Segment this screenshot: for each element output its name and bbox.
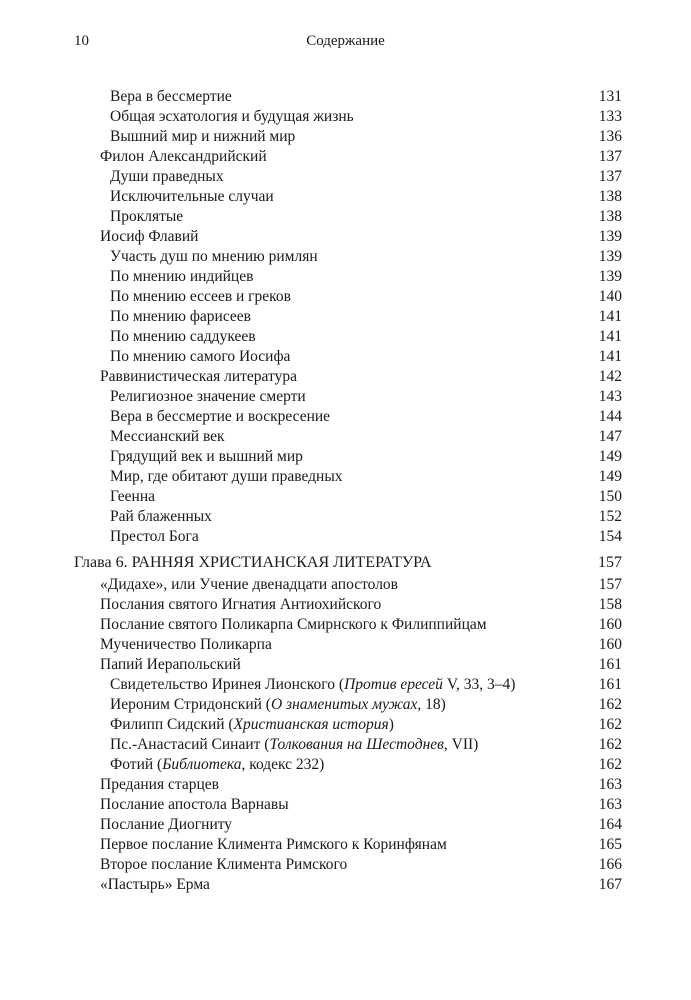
toc-entry-title [100,655,241,675]
toc-entry-row [74,527,622,547]
toc-entry-title-part: Мученичество Поликарпа [100,636,272,653]
toc-entry-row [74,267,622,287]
toc-entry-page: 167 [598,876,622,893]
toc-entry-page: 144 [598,408,622,425]
table-of-contents [74,87,622,895]
toc-entry-page: 165 [598,836,622,853]
toc-entry-row [74,167,622,187]
toc-entry-title-part: Вера в бессмертие [110,88,232,105]
toc-entry-page: 142 [598,368,622,385]
toc-entry-title-part: По мнению самого Иосифа [110,348,291,365]
toc-entry-row [74,755,622,775]
toc-entry-row [74,835,622,855]
toc-entry-row [74,247,622,267]
toc-entry-page: 149 [598,468,622,485]
toc-entry-title [110,755,324,775]
toc-entry-row [74,327,622,347]
toc-entry-title-part: Раввинистическая литература [100,368,297,385]
toc-entry-title-part: Мир, где обитают души праведных [110,468,343,485]
toc-entry-title-part: Послание Диогниту [100,816,233,833]
toc-entry-title-part: Престол Бога [110,528,199,545]
toc-entry-title-part: Фотий ( [110,756,163,773]
toc-entry-title-part: Общая эсхатология и будущая жизнь [110,108,354,125]
toc-entry-page: 163 [598,796,622,813]
toc-entry-row [74,735,622,755]
toc-entry-title [110,487,155,507]
toc-entry-page: 139 [598,228,622,245]
toc-entry-title [100,875,210,895]
toc-entry-row [74,147,622,167]
toc-entry-title-italic: О знаменитых мужах [270,696,418,713]
toc-entry-title [100,227,198,247]
toc-entry-page: 136 [598,128,622,145]
toc-entry-row [74,775,622,795]
toc-entry-page: 157 [598,554,622,571]
toc-entry-title [110,447,303,467]
toc-entry-page: 162 [598,716,622,733]
toc-entry-title-part: «Пастырь» Ерма [100,876,210,893]
toc-entry-row [74,635,622,655]
toc-entry-page: 143 [598,388,622,405]
toc-entry-page: 147 [598,428,622,445]
toc-entry-title [110,107,354,127]
toc-entry-page: 162 [598,756,622,773]
toc-entry-page: 139 [598,248,622,265]
toc-entry-page: 137 [598,148,622,165]
toc-entry-row [74,507,622,527]
toc-entry-row [74,347,622,367]
toc-entry-title [100,367,297,387]
toc-entry-row [74,675,622,695]
toc-entry-title-part: Геенна [110,488,156,505]
toc-entry-page: 133 [598,108,622,125]
toc-entry-title-part: , VII) [443,736,479,753]
toc-entry-row [74,595,622,615]
toc-entry-title-part: Участь душ по мнению римлян [110,248,318,265]
toc-entry-title [110,347,290,367]
toc-entry-title-part: Послание апостола Варнавы [100,796,289,813]
running-title: Содержание [306,33,385,49]
toc-entry-page: 160 [598,616,622,633]
toc-entry-title-italic: Против ересей [344,676,443,693]
toc-entry-title [100,855,347,875]
toc-entry-title-part: Исключительные случаи [110,188,274,205]
toc-entry-title [110,407,330,427]
toc-entry-title [110,527,199,547]
toc-entry-title [110,287,291,307]
toc-entry-title [100,815,232,835]
toc-entry-title [110,715,394,735]
toc-entry-row [74,615,622,635]
toc-entry-title [110,87,232,107]
toc-entry-row [74,467,622,487]
toc-entry-title-part: Пс.-Анастасий Синаит ( [110,736,270,753]
toc-entry-page: 150 [598,488,622,505]
toc-entry-row [74,227,622,247]
toc-entry-row [74,487,622,507]
toc-entry-title [110,187,274,207]
toc-entry-title-part: Грядущий век и вышний мир [110,448,303,465]
toc-entry-page: 131 [598,88,622,105]
toc-entry-title [100,635,272,655]
toc-entry-page: 162 [598,696,622,713]
page-header [0,33,691,53]
toc-entry-title-part: По мнению ессеев и греков [110,288,291,305]
toc-entry-title-part: , кодекс 232) [241,756,325,773]
toc-entry-row [74,875,622,895]
page-number: 10 [74,33,89,49]
toc-entry-title [110,675,515,695]
toc-entry-page: 157 [598,576,622,593]
toc-entry-title-part: По мнению саддукеев [110,328,256,345]
toc-entry-title-part: Послание святого Поликарпа Смирнского к Филиппийцам [100,616,487,633]
toc-entry-row [74,87,622,107]
toc-entry-page: 138 [598,188,622,205]
toc-entry-row [74,187,622,207]
toc-entry-title [110,695,446,715]
toc-entry-title [110,267,253,287]
toc-entry-page: 140 [598,288,622,305]
toc-entry-page: 158 [598,596,622,613]
toc-entry-page: 161 [598,676,622,693]
toc-entry-title-part: Иероним Стридонский ( [110,696,271,713]
toc-entry-title [100,615,487,635]
toc-entry-row [74,655,622,675]
toc-entry-title-part: Мессианский век [110,428,225,445]
toc-entry-title-part: Вера в бессмертие и воскресение [110,408,331,425]
toc-entry-title-part: Предания старцев [100,776,219,793]
toc-entry-page: 139 [598,268,622,285]
toc-entry-page: 141 [598,348,622,365]
toc-entry-title-part: V, 33, 3–4) [442,676,516,693]
toc-entry-row [74,127,622,147]
toc-entry-row [74,367,622,387]
toc-entry-title [100,595,381,615]
toc-entry-row [74,207,622,227]
toc-entry-row [74,815,622,835]
toc-entry-title-part: ) [388,716,394,733]
toc-entry-title [110,207,183,227]
toc-entry-title-italic: Библиотека [162,756,242,773]
toc-entry-title-part: Религиозное значение смерти [110,388,306,405]
toc-entry-title-part: Иосиф Флавий [100,228,199,245]
toc-entry-page: 166 [598,856,622,873]
toc-chapter-row [74,551,622,575]
toc-entry-row [74,795,622,815]
toc-entry-title [74,551,432,575]
toc-entry-page: 161 [598,656,622,673]
toc-entry-title-part: По мнению индийцев [110,268,254,285]
toc-entry-title [100,147,267,167]
toc-entry-page: 164 [598,816,622,833]
toc-entry-row [74,715,622,735]
toc-entry-page: 141 [598,308,622,325]
toc-entry-title-part: Послания святого Игнатия Антиохийского [100,596,382,613]
toc-entry-row [74,447,622,467]
toc-entry-title-part: Филон Александрийский [100,148,267,165]
toc-entry-page: 162 [598,736,622,753]
toc-entry-title-part: Рай блаженных [110,508,212,525]
toc-entry-title-part: Проклятые [110,208,184,225]
toc-entry-title-part: Свидетельство Иринея Лионского ( [110,676,345,693]
toc-entry-page: 137 [598,168,622,185]
toc-entry-title-part: Первое послание Климента Римского к Коринфянам [100,836,447,853]
toc-entry-page: 154 [598,528,622,545]
toc-entry-title-part: Филипп Сидский ( [110,716,234,733]
toc-entry-row [74,427,622,447]
toc-entry-title [100,575,398,595]
toc-entry-title [110,387,306,407]
toc-entry-page: 163 [598,776,622,793]
toc-entry-page: 160 [598,636,622,653]
toc-entry-title [100,795,289,815]
toc-entry-title-part: , 18) [417,696,446,713]
toc-entry-title-part: По мнению фарисеев [110,308,251,325]
toc-entry-title [110,327,256,347]
toc-entry-title-part: Папий Иерапольский [100,656,241,673]
toc-entry-row [74,287,622,307]
toc-entry-title [110,467,343,487]
toc-entry-title-part: Вышний мир и нижний мир [110,128,296,145]
toc-entry-row [74,575,622,595]
toc-entry-title [110,427,225,447]
toc-entry-title-part: Души праведных [110,168,224,185]
toc-entry-title [110,127,295,147]
toc-entry-page: 141 [598,328,622,345]
toc-entry-row [74,307,622,327]
toc-entry-title [110,167,224,187]
toc-entry-page: 152 [598,508,622,525]
toc-entry-title-part: Глава 6. РАННЯЯ ХРИСТИАНСКАЯ ЛИТЕРАТУРА [74,554,432,571]
toc-entry-page: 149 [598,448,622,465]
toc-entry-row [74,695,622,715]
toc-entry-row [74,855,622,875]
toc-entry-row [74,407,622,427]
toc-entry-title [110,247,318,267]
toc-entry-title [110,507,212,527]
toc-entry-title [100,775,219,795]
toc-entry-row [74,387,622,407]
toc-entry-title-part: Второе послание Климента Римского [100,856,348,873]
toc-entry-title [110,735,478,755]
toc-entry-page: 138 [598,208,622,225]
toc-entry-title [110,307,251,327]
toc-entry-title [100,835,447,855]
toc-entry-row [74,107,622,127]
toc-entry-title-italic: Христианская история [233,716,389,733]
toc-entry-title-part: «Дидахе», или Учение двенадцати апостолов [100,576,398,593]
toc-entry-title-italic: Толкования на Шестоднев [269,736,444,753]
